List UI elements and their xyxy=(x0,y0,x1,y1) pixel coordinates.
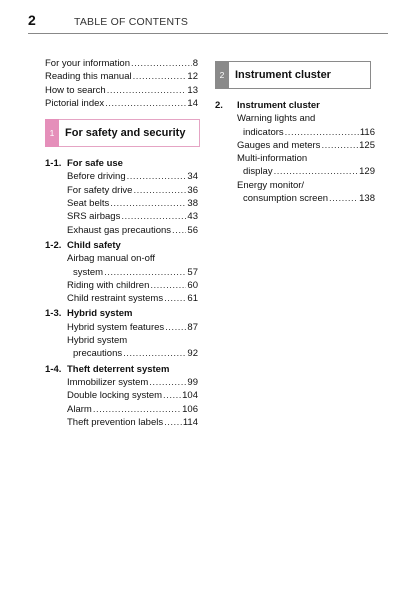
toc-entry[interactable]: For safety drive ..... 36 xyxy=(67,184,198,197)
toc-entry[interactable]: Multi-information display ..... 129 xyxy=(237,152,375,179)
page-header xyxy=(28,12,388,36)
toc-entry[interactable]: Theft prevention labels ..... 114 xyxy=(67,416,198,429)
toc-entry[interactable]: Exhaust gas precautions ..... 56 xyxy=(67,224,198,237)
toc-entry[interactable]: Before driving ..... 34 xyxy=(67,170,198,183)
toc-entry[interactable]: Warning lights and indicators ..... 116 xyxy=(237,112,375,139)
section-2: 2. Instrument cluster Warning lights and indicators ..... 116 Gauges and meters ..... 125 Multi-information display ..... 129 Energy monitor/ consumption screen ..... 138 xyxy=(215,99,375,205)
section-1-2: 1-2. Child safety Airbag manual on-off system ..... 57 Riding with children ..... 60 Child restraint systems ..... 61 xyxy=(45,239,198,305)
toc-entry[interactable]: Riding with children ..... 60 xyxy=(67,279,198,292)
toc-right-column xyxy=(215,57,375,205)
header-title: TABLE OF CONTENTS xyxy=(74,16,189,28)
section-1-4: 1-4. Theft deterrent system Immobilizer system ..... 99 Double locking system ..... 104 Alarm ..... 106 Theft prevention labels ..... 114 xyxy=(45,363,198,429)
toc-entry[interactable]: Alarm ..... 106 xyxy=(67,403,198,416)
toc-entry[interactable]: Gauges and meters ..... 125 xyxy=(237,139,375,152)
toc-entry[interactable]: Reading this manual ..... 12 xyxy=(45,70,198,83)
toc-entry[interactable]: For your information ..... 8 xyxy=(45,57,198,70)
toc-entry[interactable]: Double locking system ..... 104 xyxy=(67,389,198,402)
chapter-number: 1 xyxy=(45,119,59,147)
chapter-title: Instrument cluster xyxy=(235,69,331,81)
chapter-title: For safety and security xyxy=(65,127,186,140)
toc-left-column xyxy=(45,57,198,429)
page-number: 2 xyxy=(28,12,36,28)
toc-entry[interactable]: Immobilizer system ..... 99 xyxy=(67,376,198,389)
toc-entry[interactable]: How to search ..... 13 xyxy=(45,84,198,97)
section-1-3: 1-3. Hybrid system Hybrid system features ..... 87 Hybrid system precautions ..... 92 xyxy=(45,307,198,360)
toc-entry[interactable]: SRS airbags ..... 43 xyxy=(67,210,198,223)
toc-entry[interactable]: Energy monitor/ consumption screen ..... 138 xyxy=(237,179,375,206)
chapter-2-heading[interactable] xyxy=(215,61,371,89)
chapter-1-heading[interactable] xyxy=(45,119,200,147)
section-1-1: 1-1. For safe use Before driving ..... 34 For safety drive ..... 36 Seat belts ..... 38 SRS airbags ..... 43 Exhaust gas precautions ..... 56 xyxy=(45,157,198,237)
header-rule xyxy=(28,33,388,34)
toc-entry[interactable]: Airbag manual on-off system ..... 57 xyxy=(67,252,198,279)
toc-entry[interactable]: Child restraint systems ..... 61 xyxy=(67,292,198,305)
toc-entry[interactable]: Hybrid system precautions ..... 92 xyxy=(67,334,198,361)
toc-entry[interactable]: Pictorial index ..... 14 xyxy=(45,97,198,110)
front-matter-list xyxy=(45,57,198,110)
chapter-number: 2 xyxy=(215,61,229,89)
toc-entry[interactable]: Seat belts ..... 38 xyxy=(67,197,198,210)
toc-entry[interactable]: Hybrid system features ..... 87 xyxy=(67,321,198,334)
